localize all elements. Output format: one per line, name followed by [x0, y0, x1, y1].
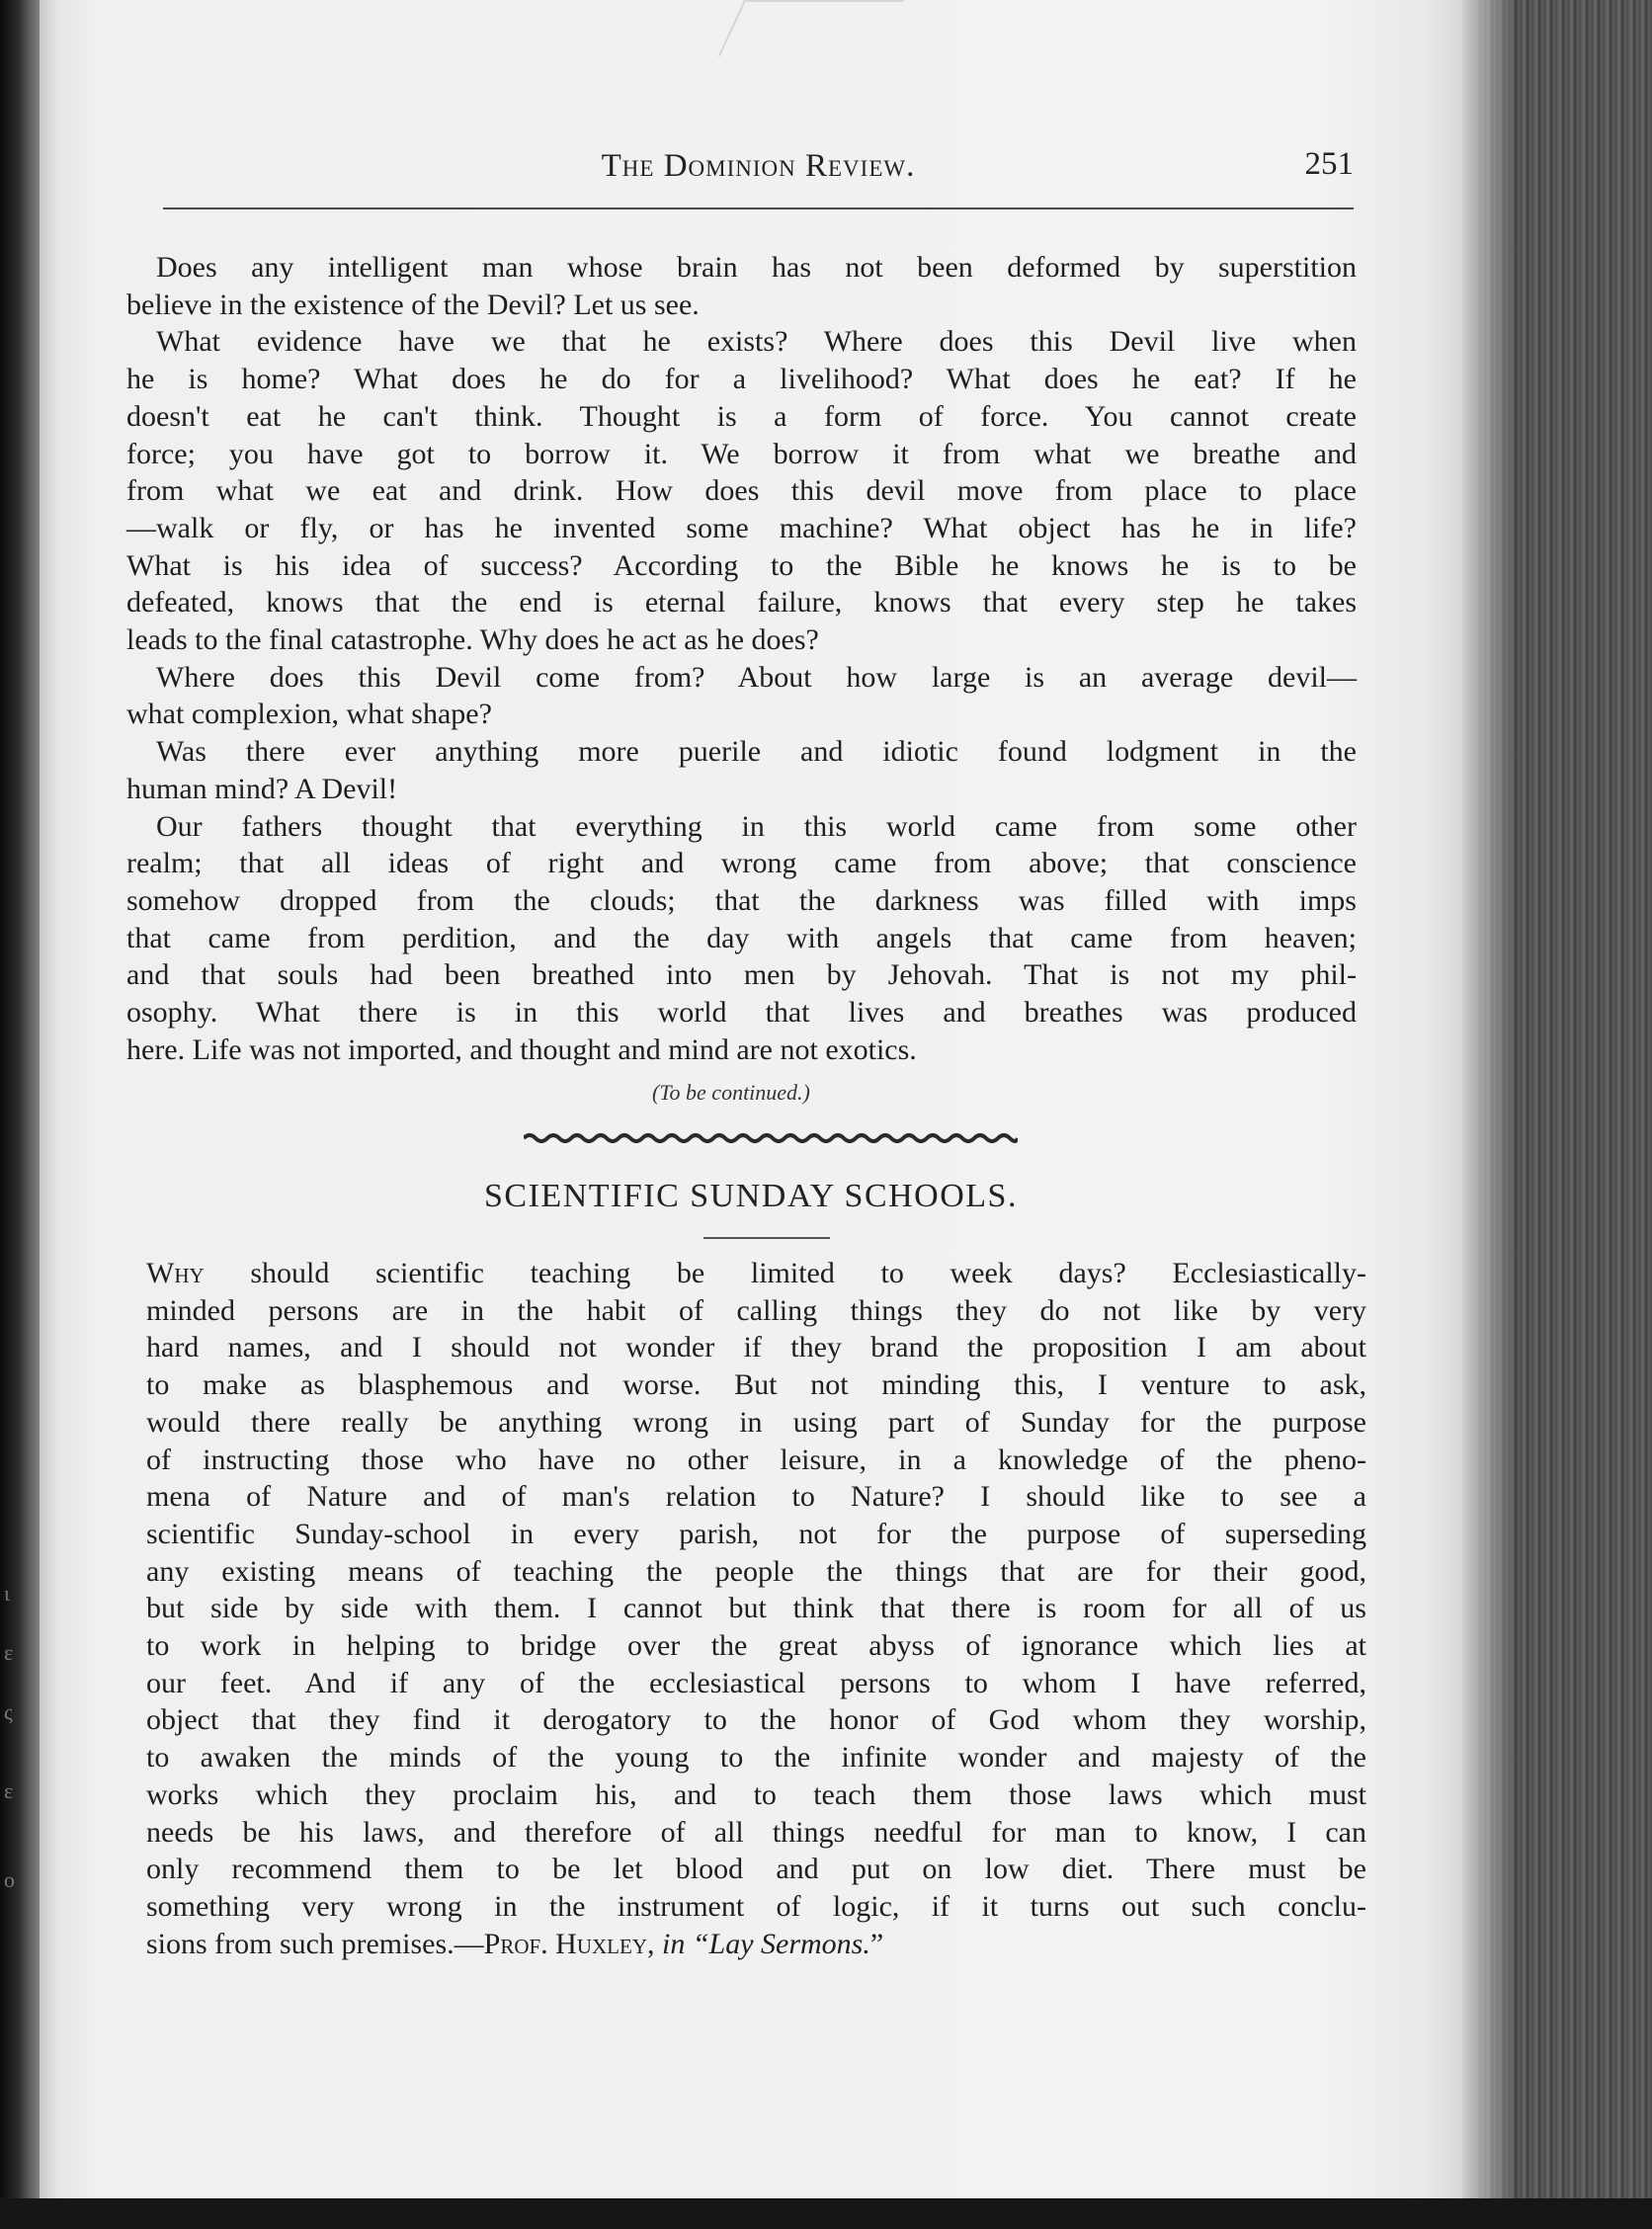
section-line: but side by side with them. I cannot but think that there is room for all of us [146, 1592, 1366, 1625]
section-line: of instructing those who have no other leisure, in a knowledge of the pheno- [146, 1443, 1366, 1476]
article-line: human mind? A Devil! [126, 772, 398, 805]
section-first-word: Why [146, 1257, 205, 1289]
article-line: defeated, knows that the end is eternal failure, knows that every step he takes [126, 586, 1357, 619]
author-name: Prof. Huxley, [483, 1927, 655, 1960]
article-line: he is home? What does he do for a livelihood? What does he eat? If he [126, 363, 1357, 396]
title-rule [703, 1237, 830, 1239]
left-bleed-mark: ο [4, 1867, 15, 1892]
section-line: would there really be anything wrong in using part of Sunday for the purpose [146, 1405, 1366, 1439]
section-line: to work in helping to bridge over the great abyss of ignorance which lies at [146, 1629, 1366, 1663]
article-line: what complexion, what shape? [126, 698, 492, 731]
article-body [126, 249, 1357, 1068]
running-head [163, 148, 1354, 209]
journal-title: The Dominion Review. [601, 148, 916, 184]
article-line: realm; that all ideas of right and wrong came from above; that conscience [126, 847, 1357, 880]
section-line: to make as blasphemous and worse. But not minding this, I venture to ask, [146, 1368, 1366, 1402]
article-line: What is his idea of success? According to the Bible he knows he is to be [126, 548, 1357, 582]
article-line: Our fathers thought that everything in this world came from some other [156, 809, 1357, 843]
section-line: works which they proclaim his, and to teach them those laws which must [146, 1777, 1366, 1811]
fore-edge-shadow [1462, 0, 1512, 2229]
left-bleed-mark: ς [4, 1699, 13, 1724]
section-last-line-start: sions from such premises.— [146, 1927, 484, 1960]
section-body [146, 1255, 1366, 1962]
section-line: only recommend them to be let blood and put on low diet. There must be [146, 1853, 1366, 1886]
section-line: to awaken the minds of the young to the infinite wonder and majesty of the [146, 1741, 1366, 1775]
source-prefix: in “ [654, 1927, 709, 1960]
article-line: from what we eat and drink. How does this devil move from place to place [126, 474, 1357, 508]
source-suffix: ” [869, 1927, 884, 1960]
bottom-shadow [0, 2198, 1652, 2229]
article-line: What evidence have we that he exists? Where does this Devil live when [156, 325, 1357, 359]
article-line: doesn't eat he can't think. Thought is a form of force. You cannot create [126, 399, 1357, 433]
section-line: our feet. And if any of the ecclesiastical persons to whom I have referred, [146, 1666, 1366, 1699]
section-line: object that they find it derogatory to the honor of God whom they worship, [146, 1703, 1366, 1737]
article-line: osophy. What there is in this world that lives and breathes was produced [126, 996, 1357, 1030]
article-line: leads to the final catastrophe. Why does he act as he does? [126, 623, 819, 657]
section-lines [146, 1292, 1366, 1926]
section-line: hard names, and I should not wonder if they brand the proposition I am about [146, 1331, 1366, 1364]
article-line: somehow dropped from the clouds; that the darkness was filled with imps [126, 883, 1357, 917]
section-line: something very wrong in the instrument of logic, if it turns out such conclu- [146, 1889, 1366, 1923]
article-line: here. Life was not imported, and thought and mind are not exotics. [126, 1032, 917, 1066]
section-last-line [146, 1926, 1366, 1963]
article-line: Where does this Devil come from? About how large is an average devil— [156, 660, 1357, 694]
article-line: —walk or fly, or has he invented some machine? What object has he in life? [126, 511, 1357, 544]
left-bleed-mark: ε [4, 1778, 14, 1803]
book-page [40, 0, 1462, 2203]
article-line: Does any intelligent man whose brain has not been deformed by superstition [156, 251, 1357, 284]
left-page-edge [0, 0, 44, 2229]
section-line: minded persons are in the habit of calling things they do not like by very [146, 1293, 1366, 1327]
article-line: and that souls had been breathed into men by Jehovah. That is not my phil- [126, 958, 1357, 992]
section-first-line [146, 1255, 1366, 1292]
page-number: 251 [1304, 146, 1354, 182]
section-title: SCIENTIFIC SUNDAY SCHOOLS. [484, 1178, 1018, 1214]
article-line: Was there ever anything more puerile and idiotic found lodgment in the [156, 735, 1357, 769]
left-bleed-mark: ε [4, 1640, 14, 1665]
section-line: mena of Nature and of man's relation to Nature? I should like to see a [146, 1480, 1366, 1514]
page-fold-mark [718, 0, 905, 56]
section-line: any existing means of teaching the people the things that are for their good, [146, 1554, 1366, 1588]
section-first-line-rest: should scientific teaching be limited to week days? Ecclesiastically- [204, 1257, 1366, 1289]
article-line: that came from perdition, and the day with angels that came from heaven; [126, 921, 1357, 954]
article-line: believe in the existence of the Devil? Let us see. [126, 288, 700, 321]
wavy-separator [524, 1130, 1018, 1150]
continued-note: (To be continued.) [652, 1080, 810, 1105]
section-line: needs be his laws, and therefore of all things needful for man to know, I can [146, 1815, 1366, 1849]
left-bleed-mark: ι [4, 1581, 10, 1606]
source-title: Lay Sermons. [708, 1927, 870, 1960]
section-line: scientific Sunday-school in every parish, not for the purpose of superseding [146, 1517, 1366, 1550]
article-line: force; you have got to borrow it. We borrow it from what we breathe and [126, 437, 1357, 470]
